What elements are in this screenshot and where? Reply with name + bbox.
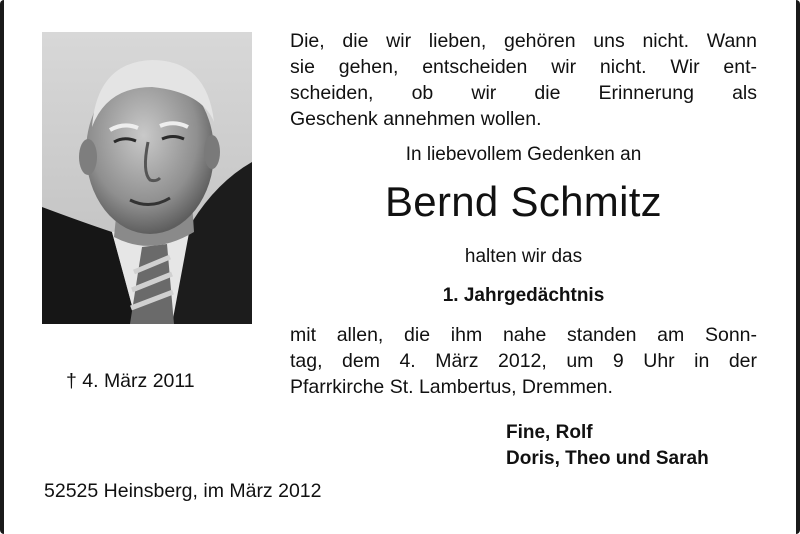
poem-line: Geschenk annehmen wollen.	[290, 108, 542, 130]
anniversary-title: 1. Jahrgedächtnis	[442, 285, 605, 306]
signatures	[506, 420, 709, 472]
signature-line: Fine, Rolf	[506, 422, 593, 443]
portrait-photo	[42, 32, 252, 324]
memorial-poem	[290, 28, 757, 132]
memorial-halten: halten wir das	[464, 246, 583, 267]
service-line: mit allen, die ihm nahe standen am Sonn-	[290, 324, 757, 346]
death-date: † 4. März 2011	[66, 370, 195, 392]
poem-line: Die, die wir lieben, gehören uns nicht. Wann	[290, 30, 757, 52]
service-line: Pfarrkirche St. Lambertus, Dremmen.	[290, 376, 613, 398]
service-details	[290, 322, 757, 400]
poem-line: scheiden, ob wir die Erinnerung als	[290, 82, 757, 104]
deceased-name: Bernd Schmitz	[384, 178, 662, 225]
signature-line: Doris, Theo und Sarah	[506, 448, 709, 469]
place-date: 52525 Heinsberg, im März 2012	[44, 480, 322, 502]
poem-line: sie gehen, entscheiden wir nicht. Wir ent-	[290, 56, 757, 78]
memorial-intro: In liebevollem Gedenken an	[405, 144, 642, 165]
service-line: tag, dem 4. März 2012, um 9 Uhr in der	[290, 350, 757, 372]
